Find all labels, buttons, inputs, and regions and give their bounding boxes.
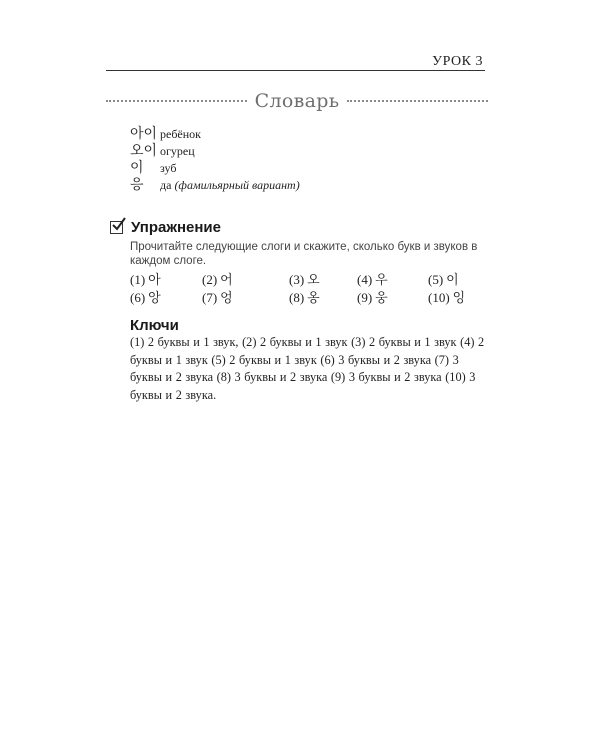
- keys-answers: (1) 2 буквы и 1 звук, (2) 2 буквы и 1 звук (3) 2 буквы и 1 звук (4) 2 буквы и 1 звук (5) 2 буквы и 1 звук (6) 3 буквы и 2 звука (7) 3 буквы и 2 звука (8) 3 буквы и 2 звука (9) 3 буквы и 2 звука (10) 3 буквы и 2 звука.: [130, 335, 485, 402]
- syllable-korean: 이: [446, 273, 459, 288]
- vocabulary-translation: зуб: [160, 161, 177, 175]
- vocabulary-translation: ребёнок: [160, 127, 202, 141]
- vocabulary-item: [130, 157, 300, 174]
- exercise-instruction: Прочитайте следующие слоги и скажите, сколько букв и звуков в каждом слоге.: [130, 241, 478, 267]
- syllable-item: [130, 269, 202, 286]
- syllable-number: (8): [289, 290, 305, 305]
- syllable-item: [357, 287, 428, 304]
- dotted-divider-right: [347, 100, 488, 102]
- syllable-korean: 아: [148, 273, 161, 288]
- syllable-number: (6): [130, 290, 146, 305]
- syllable-grid: [130, 269, 490, 304]
- syllable-item: [289, 287, 357, 304]
- vocabulary-list: [130, 123, 300, 191]
- vocabulary-note: (фамильярный вариант): [174, 178, 300, 192]
- syllable-number: (3): [289, 272, 305, 287]
- keys-title: Ключи: [130, 317, 179, 334]
- lesson-header: УРОК 3: [432, 54, 483, 69]
- syllable-korean: 어: [220, 273, 233, 288]
- syllable-korean: 잉: [452, 291, 466, 306]
- vocabulary-item: [130, 140, 300, 157]
- syllable-item: [202, 287, 289, 304]
- syllable-item: [428, 269, 488, 286]
- vocabulary-korean: 아이: [130, 126, 158, 142]
- syllable-item: [202, 269, 289, 286]
- syllable-number: (10): [428, 290, 450, 305]
- syllable-number: (9): [357, 290, 373, 305]
- header-rule: [106, 70, 485, 71]
- vocabulary-heading: [106, 89, 488, 113]
- syllable-item: [289, 269, 357, 286]
- syllable-number: (2): [202, 272, 218, 287]
- syllable-item: [428, 287, 488, 304]
- vocabulary-title: Словарь: [254, 90, 340, 112]
- exercise-heading: [110, 219, 221, 236]
- checkmark-box-icon: [110, 221, 123, 234]
- syllable-korean: 엉: [220, 291, 233, 306]
- syllable-number: (4): [357, 272, 373, 287]
- dotted-divider-left: [106, 100, 247, 102]
- vocabulary-korean: 응: [130, 177, 144, 193]
- syllable-item: [130, 287, 202, 304]
- syllable-korean: 웅: [375, 291, 388, 306]
- vocabulary-word: да: [160, 178, 172, 192]
- syllable-korean: 옹: [307, 291, 320, 306]
- syllable-item: [357, 269, 428, 286]
- vocabulary-item: [130, 174, 300, 191]
- syllable-number: (1): [130, 272, 146, 287]
- syllable-korean: 오: [307, 273, 320, 288]
- syllable-number: (7): [202, 290, 218, 305]
- vocabulary-korean: 오이: [130, 143, 158, 159]
- vocabulary-translation: огурец: [160, 144, 195, 158]
- vocabulary-item: [130, 123, 300, 140]
- vocabulary-korean: 이: [130, 160, 144, 176]
- vocabulary-translation: [160, 178, 300, 193]
- syllable-korean: 우: [375, 273, 388, 288]
- syllable-korean: 앙: [148, 291, 161, 306]
- syllable-number: (5): [428, 272, 444, 287]
- exercise-title: Упражнение: [131, 219, 221, 236]
